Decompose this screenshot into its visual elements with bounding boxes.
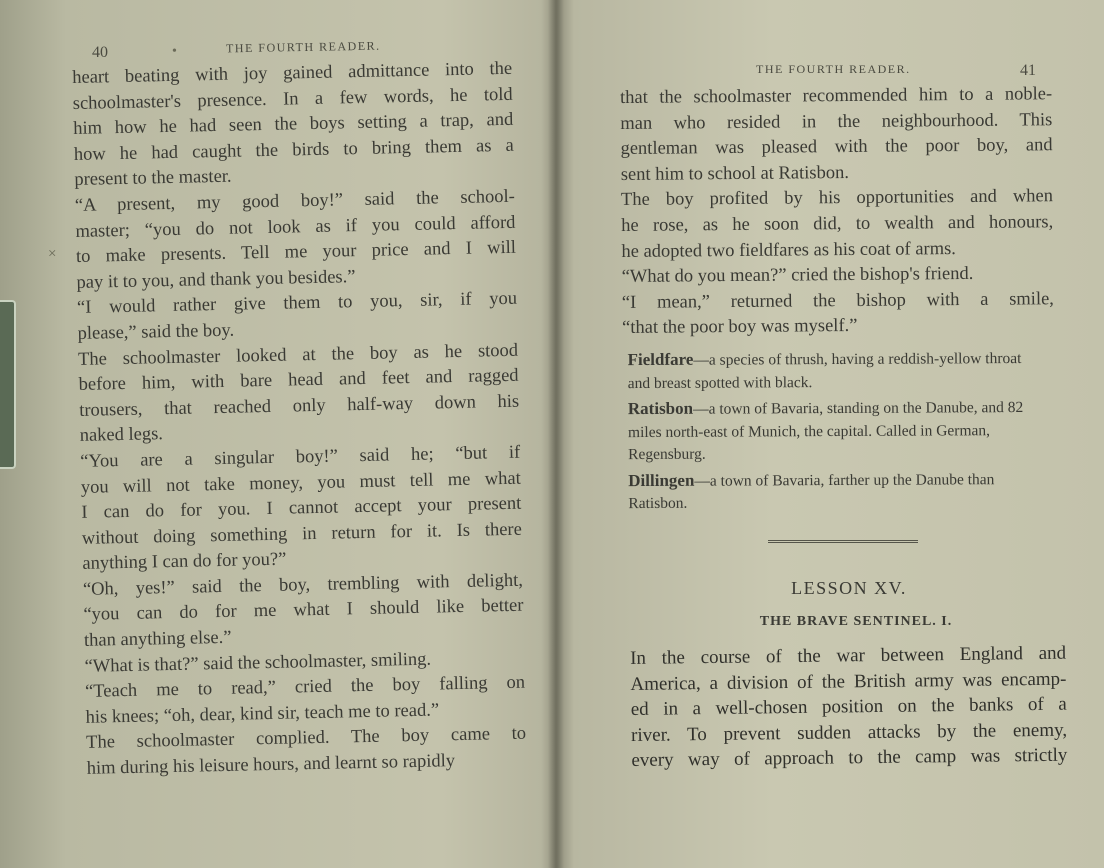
text-line: America, a division of the British army was encamp- xyxy=(630,668,1067,695)
text-line: heart beating with joy gained admittance into the xyxy=(72,58,513,88)
glossary-definition: —a town of Bavaria, farther up the Danube than Ratisbon. xyxy=(628,470,995,513)
right-page xyxy=(556,0,1104,868)
text-line: than anything else.” xyxy=(83,627,232,651)
glossary-term: Dillingen xyxy=(628,470,695,490)
glossary-definition: —a town of Bavaria, standing on the Danube, and 82 miles north-east of Munich, the capital. Called in German, Regensburg. xyxy=(627,399,1024,464)
body-text xyxy=(72,57,527,783)
lesson-title: LESSON XV. xyxy=(791,578,907,598)
text-line: “What do you mean?” cried the bishop's friend. xyxy=(621,264,974,288)
text-line: gentleman was pleased with the poor boy, and xyxy=(620,135,1053,160)
text-line: “I would rather give them to you, sir, if you xyxy=(76,289,518,319)
lesson-text xyxy=(630,641,1068,774)
text-line: “that the poor boy was myself.” xyxy=(622,316,858,339)
text-line: anything I can do for you?” xyxy=(82,549,287,575)
text-line: “Oh, yes!” said the boy, trembling with delight, xyxy=(82,570,524,600)
text-line: please,” said the boy. xyxy=(77,320,235,344)
text-line: you will not take money, you must tell me what xyxy=(80,468,521,498)
text-line: “What is that?” said the schoolmaster, smiling. xyxy=(84,649,432,677)
text-line: schoolmaster's presence. In a few words, he told xyxy=(72,84,513,114)
text-line: I can do for you. I cannot accept your present xyxy=(81,493,522,523)
running-header: THE FOURTH READER. xyxy=(225,38,381,56)
text-line: he adopted two fieldfares as his coat of arms. xyxy=(621,238,956,262)
glossary-entry xyxy=(628,396,1040,467)
text-line: how he had caught the birds to bring them as a xyxy=(73,135,514,165)
lesson-subtitle: THE BRAVE SENTINEL. I. xyxy=(759,614,953,629)
text-line: every way of approach to the camp was strictly xyxy=(631,744,1068,771)
text-line: river. To prevent sudden attacks by the enemy, xyxy=(630,719,1068,746)
text-line: him during his leisure hours, and learnt so rapidly xyxy=(86,751,456,779)
text-line: to make presents. Tell me your price and I will xyxy=(75,237,517,268)
text-line: “A present, my good boy!” said the school- xyxy=(74,186,516,216)
body-text xyxy=(620,82,1054,342)
glossary-term: Ratisbon xyxy=(627,398,694,419)
print-mark: • xyxy=(172,44,177,59)
text-line: man who resided in the neighbourhood. This xyxy=(620,109,1053,134)
text-line: that the schoolmaster recommended him to a noble- xyxy=(620,84,1053,108)
text-line: present to the master. xyxy=(74,167,232,191)
text-line: without doing something in return for it. Is there xyxy=(81,519,523,549)
running-header: THE FOURTH READER. xyxy=(756,62,911,76)
text-line: master; “you do not look as if you could afford xyxy=(75,212,516,242)
text-line: him how he had seen the boys setting a trap, and xyxy=(73,109,514,140)
text-line: The schoolmaster complied. The boy came to xyxy=(85,724,527,754)
text-line: “I mean,” returned the bishop with a smile, xyxy=(621,288,1054,313)
text-line: before him, with bare head and feet and ragged xyxy=(78,365,519,396)
glossary-term: Fieldfare xyxy=(627,349,694,370)
glossary-entry xyxy=(628,467,1040,515)
glossary xyxy=(628,347,1041,516)
glossary-entry xyxy=(628,347,1040,395)
text-line: “Teach me to read,” cried the boy falling on xyxy=(84,672,526,703)
section-divider xyxy=(768,540,918,543)
glossary-definition: —a species of thrush, having a reddish-yellow throat and breast spotted with black. xyxy=(627,350,1022,392)
bookmark-tab xyxy=(0,300,16,469)
text-line: The schoolmaster looked at the boy as he stood xyxy=(77,340,519,370)
text-line: “you can do for me what I should like better xyxy=(83,596,524,626)
text-line: “You are a singular boy!” said he; “but if xyxy=(80,442,521,472)
text-line: sent him to school at Ratisbon. xyxy=(620,162,850,185)
text-line: he rose, as he soon did, to wealth and honours, xyxy=(621,212,1054,236)
text-line: The boy profited by his opportunities and when xyxy=(620,186,1054,211)
text-line: his knees; “oh, dear, kind sir, teach me to read.” xyxy=(85,700,440,728)
page-number: 40 xyxy=(92,44,108,61)
page-number: 41 xyxy=(1020,62,1036,79)
text-line: In the course of the war between England and xyxy=(630,642,1067,669)
text-line: ed in a well-chosen position on the banks of a xyxy=(630,693,1067,720)
text-line: trousers, that reached only half-way down his xyxy=(79,391,520,421)
text-line: pay it to you, and thank you besides.” xyxy=(76,266,356,293)
margin-mark: × xyxy=(48,246,57,262)
text-line: naked legs. xyxy=(79,424,164,447)
